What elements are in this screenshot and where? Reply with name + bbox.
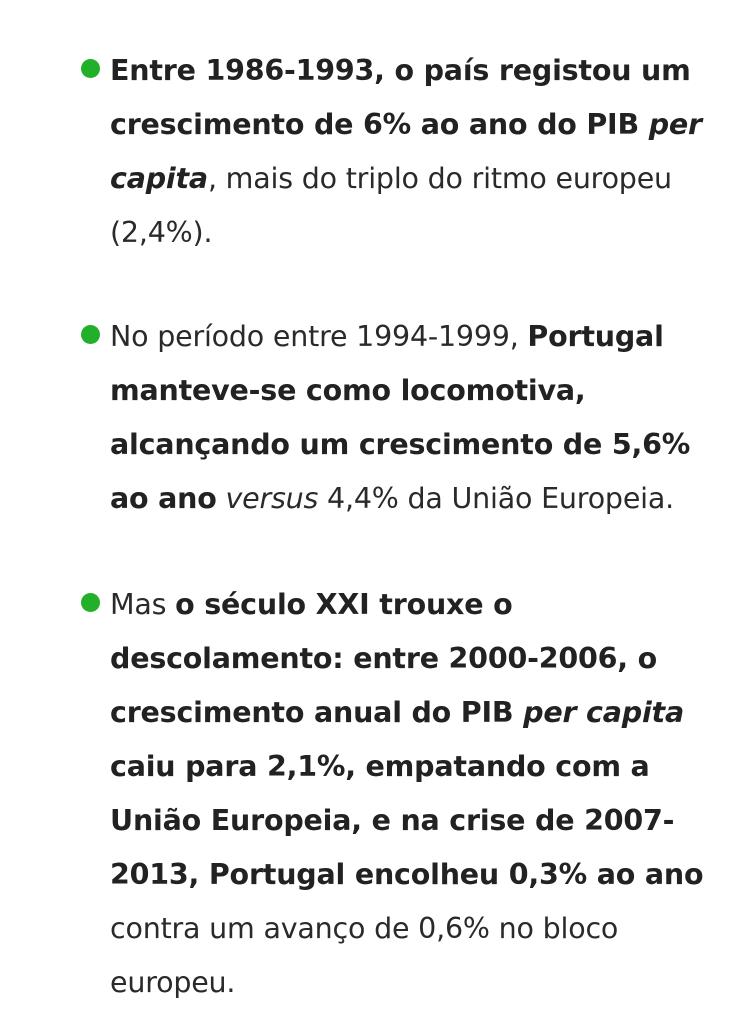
italic-span: per capita [523, 696, 684, 729]
bold-text: Entre 1986-1993, o país registou um crescimento de 6% ao ano do PIB [110, 54, 691, 141]
bold-text: caiu para 2,1%, empatando com a União Europeia, e na crise de 2007-2013, Portugal encolheu 0,3% ao ano [110, 750, 704, 891]
list-item [78, 578, 718, 1010]
italic-text: versus [225, 482, 319, 515]
plain-text [217, 482, 226, 515]
bullet-dot-icon [81, 59, 100, 78]
bold-text: Portugal manteve-se como locomotiva, alcançando um crescimento de 5,6% ao ano [110, 320, 691, 515]
bullet-dot-icon [81, 593, 100, 612]
bullet-text [110, 578, 718, 1010]
plain-text: Mas [110, 588, 176, 621]
list-item [78, 310, 718, 526]
plain-text: , mais do triplo do ritmo europeu (2,4%). [110, 162, 672, 249]
list-item [78, 44, 718, 260]
bold-text: o século XXI trouxe o descolamento: entre 2000-2006, o crescimento anual do PIB [110, 588, 657, 729]
italic-span: per capita [110, 108, 702, 195]
plain-text: 4,4% da União Europeia. [318, 482, 674, 515]
bold-italic-text [523, 696, 684, 729]
bullet-dot-icon [81, 325, 100, 344]
plain-text: No período entre 1994-1999, [110, 320, 528, 353]
plain-text: contra um avanço de 0,6% no bloco europeu. [110, 912, 619, 999]
bullet-text [110, 44, 718, 260]
bullet-text [110, 310, 718, 526]
